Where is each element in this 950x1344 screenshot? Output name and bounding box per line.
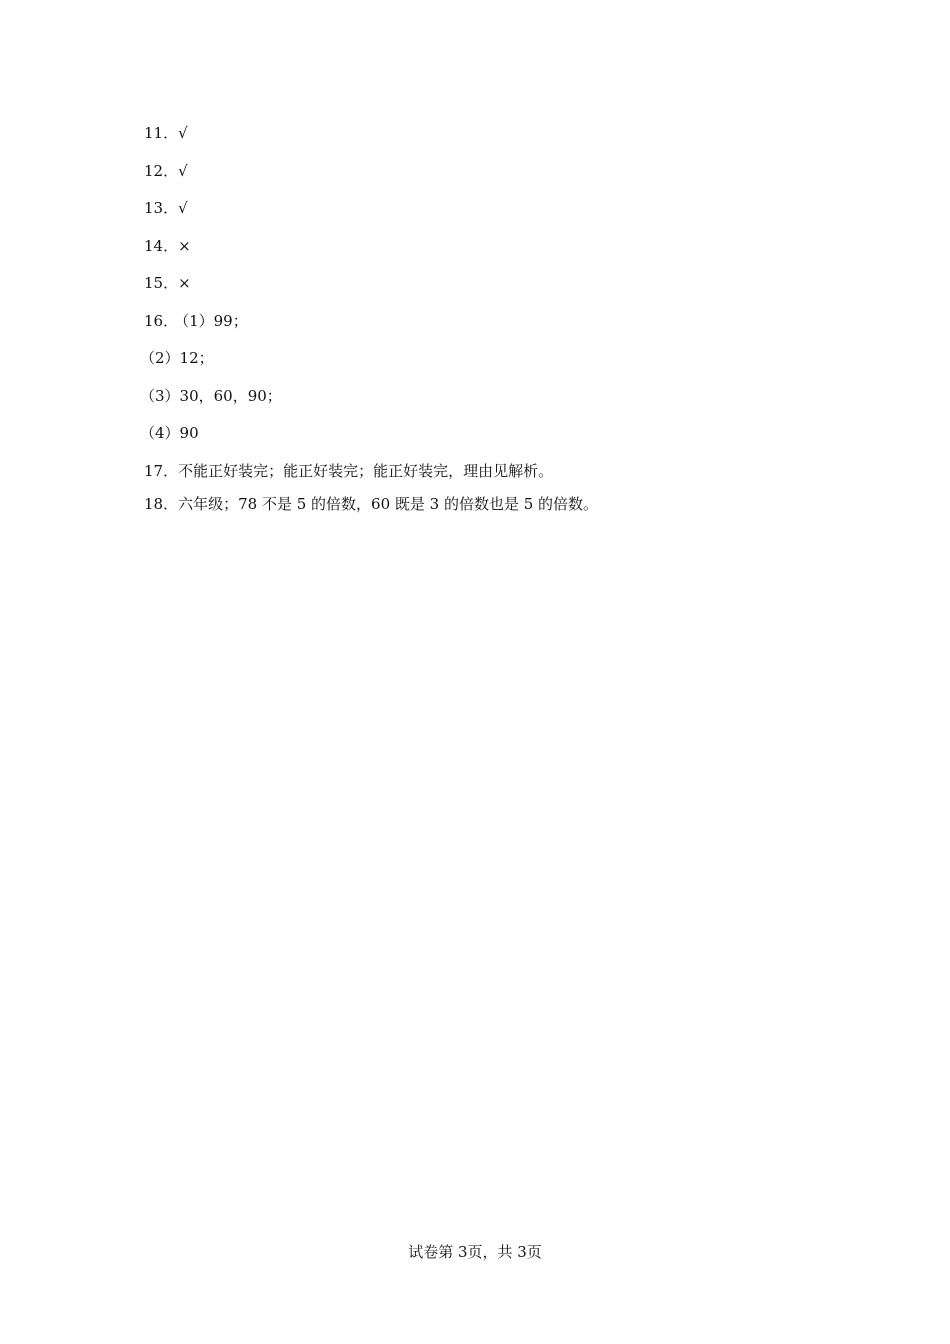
answer-16-part-3 [140,385,844,423]
answer-text: （3）30，60，90； [140,386,282,405]
answer-17 [144,460,844,493]
answer-number: 11． [144,124,179,142]
answer-13 [144,197,844,235]
answer-text: （4）90 [140,424,199,442]
answer-16-part-2 [140,347,844,385]
answer-number: 15． [144,274,179,292]
answer-11 [144,122,844,160]
answer-text: （1）99； [174,311,248,330]
answer-16-part-4 [140,422,844,460]
answer-text: 六年级；78 不是 5 的倍数，60 既是 3 的倍数也是 5 的倍数。 [178,494,599,513]
answer-text: √ [178,124,188,142]
answer-text: √ [178,199,188,217]
answer-number: 17． [144,461,179,480]
answer-number: 13． [144,199,179,217]
answer-number: 18． [144,494,179,513]
answer-number: 16． [144,311,179,330]
answer-text: × [178,236,191,255]
answer-text: √ [178,161,188,180]
answer-12 [144,160,844,198]
answer-16-part-1 [144,310,844,348]
answer-number: 14． [144,236,179,255]
page-footer: 试卷第 3页，共 3页 [408,1243,542,1261]
answer-text: 不能正好装完；能正好装完；能正好装完，理由见解析。 [178,461,554,480]
answer-list [140,122,844,526]
answer-14 [144,235,844,273]
answer-text: （2）12； [140,349,214,367]
answer-18 [144,493,844,526]
answer-text: × [178,274,191,292]
answer-15 [144,272,844,310]
answer-number: 12． [144,161,179,180]
